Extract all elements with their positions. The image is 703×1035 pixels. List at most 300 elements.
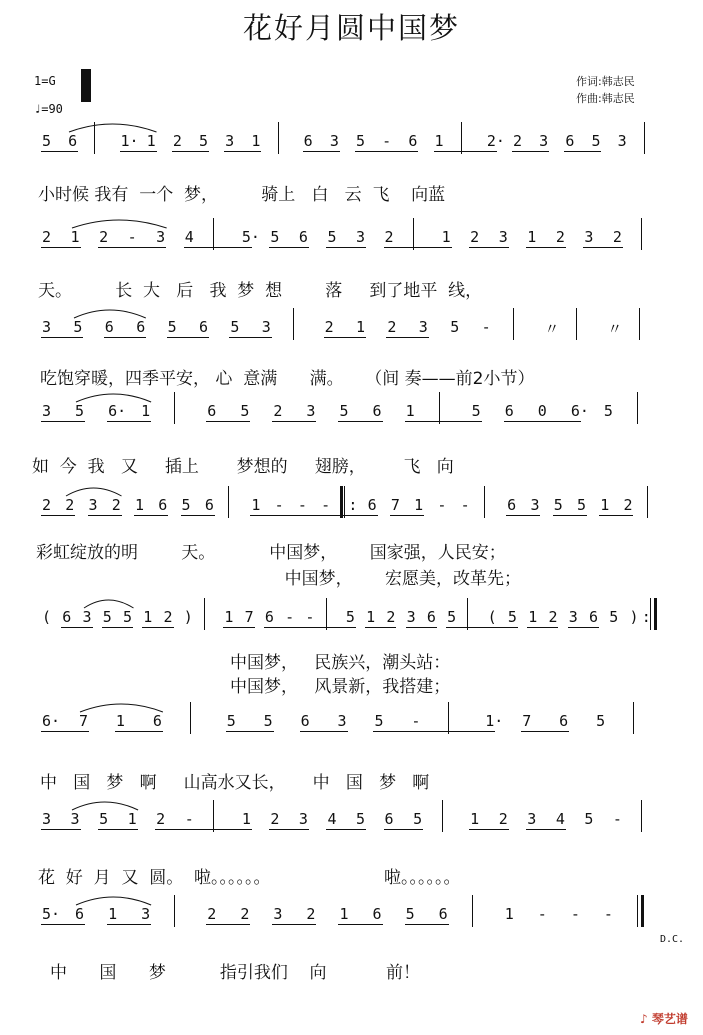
note: 1 — [339, 905, 349, 923]
note: 5 — [199, 132, 209, 150]
notation-symbol: - — [382, 132, 392, 150]
barline — [647, 486, 648, 518]
note: 1 — [441, 228, 451, 246]
note: 1 — [141, 402, 151, 420]
note: 3 — [273, 905, 283, 923]
lyric-line: 中 国 梦 指引我们 向 前！ — [50, 963, 420, 983]
notes-line — [0, 895, 703, 931]
notes-line — [0, 308, 703, 344]
beam-line — [104, 337, 146, 338]
note: 6 — [207, 402, 217, 420]
beam-line — [264, 627, 356, 628]
beam-line — [269, 829, 309, 830]
note: 7 — [244, 608, 254, 626]
barline — [639, 308, 640, 340]
lyric-line: 中 国 梦 啊 山高水又长， 中 国 梦 啊 — [40, 773, 430, 793]
barline — [461, 122, 462, 154]
beam-line — [365, 627, 396, 628]
note: 6 — [75, 905, 85, 923]
beam-line — [41, 337, 83, 338]
note: 3 — [498, 228, 508, 246]
beam-line — [384, 829, 424, 830]
note: 3 — [530, 496, 540, 514]
note: 6· — [570, 402, 589, 420]
barline — [576, 308, 577, 340]
barline — [213, 218, 214, 250]
note: 6 — [158, 496, 168, 514]
note: 5 — [181, 496, 191, 514]
note: 6 — [507, 496, 517, 514]
note: 4 — [327, 810, 337, 828]
beam-line — [324, 337, 366, 338]
barline — [633, 702, 634, 734]
note: 5 — [576, 496, 586, 514]
note: 3 — [225, 132, 235, 150]
notation-symbol: ) — [183, 608, 193, 626]
beam-line — [390, 515, 424, 516]
note: 5 — [609, 608, 619, 626]
barline — [278, 122, 279, 154]
note: 2· — [486, 132, 505, 150]
note: 3 — [156, 228, 166, 246]
note: 6· — [42, 712, 61, 730]
beam-line — [120, 151, 157, 152]
beam-line — [338, 924, 382, 925]
beam-line — [41, 731, 89, 732]
lyric-line: 花 好 月 又 圆。 啦。。。。。。 啦。。。。。。 — [38, 868, 461, 888]
note: 5 — [226, 712, 236, 730]
note: 6 — [372, 402, 382, 420]
credits — [576, 73, 635, 107]
note: 2 — [42, 228, 52, 246]
barline — [472, 895, 473, 927]
notation-symbol: 〃 — [544, 320, 560, 338]
note: 5 — [270, 228, 280, 246]
note: 5 — [413, 810, 423, 828]
slur-arc — [73, 306, 148, 320]
slur-arc — [71, 216, 169, 230]
beam-line — [269, 247, 309, 248]
barline — [484, 486, 485, 518]
note: 5 — [374, 712, 384, 730]
lyric-line: 吃饱穿暖，四季平安， 心 意满 满。 （间 奏——前2小节） — [40, 369, 535, 389]
barline — [637, 392, 638, 424]
notation-symbol: - — [603, 905, 613, 923]
note: 5 — [99, 810, 109, 828]
beam-line — [107, 924, 151, 925]
beam-line — [469, 247, 509, 248]
logo-text: 琴艺谱 — [651, 1012, 688, 1026]
beam-line — [98, 247, 166, 248]
song-title: 花好月圆中国梦 — [242, 11, 460, 45]
notation-symbol: - — [460, 496, 470, 514]
note: 1 — [434, 132, 444, 150]
note: 3 — [356, 228, 366, 246]
note: 5 — [102, 608, 112, 626]
barline — [641, 218, 642, 250]
lyric-line: 中国梦， 风景新，我搭建； — [230, 677, 451, 697]
note: 5 — [596, 712, 606, 730]
beam-line — [155, 829, 252, 830]
notes-line — [0, 392, 703, 428]
beam-line — [41, 924, 85, 925]
note: 6 — [367, 496, 377, 514]
note: 6 — [136, 318, 146, 336]
barline — [213, 800, 214, 832]
note: 1 — [127, 810, 137, 828]
slur-arc — [83, 596, 136, 610]
slur-arc — [65, 484, 124, 498]
notation-symbol: ( — [42, 608, 52, 626]
note: 3 — [82, 608, 92, 626]
note: 5 — [450, 318, 460, 336]
beam-line — [469, 829, 509, 830]
beam-line — [564, 151, 601, 152]
barline — [228, 486, 229, 518]
note: 3 — [527, 810, 537, 828]
note: 5 — [167, 318, 177, 336]
note: 5 — [471, 402, 481, 420]
note: 3 — [539, 132, 549, 150]
note: 5 — [345, 608, 355, 626]
beam-line — [405, 421, 482, 422]
barline — [637, 895, 638, 927]
note: 5 — [240, 402, 250, 420]
beam-line — [526, 829, 566, 830]
beam-line — [434, 151, 497, 152]
note: 3 — [141, 905, 151, 923]
note: 1 — [470, 810, 480, 828]
note: 5 — [356, 810, 366, 828]
beam-line — [98, 829, 138, 830]
beam-line — [184, 247, 252, 248]
note: 7 — [78, 712, 88, 730]
notation-symbol: ) — [629, 608, 639, 626]
note: 2 — [273, 402, 283, 420]
beam-line — [61, 627, 92, 628]
key-signature: 1=G — [34, 74, 56, 88]
note: 3 — [88, 496, 98, 514]
beam-line — [553, 515, 587, 516]
beam-line — [326, 247, 366, 248]
tempo-mark: ♩=90 — [34, 102, 63, 116]
notation-symbol: - — [570, 905, 580, 923]
slur-arc — [75, 390, 153, 404]
slur-arc — [68, 120, 159, 134]
note: 1 — [224, 608, 234, 626]
beam-line — [115, 731, 163, 732]
beam-line — [384, 247, 452, 248]
note: 6 — [264, 608, 274, 626]
slur-arc — [71, 798, 140, 812]
note: 5 — [327, 228, 337, 246]
beam-line — [250, 515, 377, 516]
barline-thick — [340, 486, 343, 518]
notes-line — [0, 702, 703, 738]
beam-line — [526, 247, 566, 248]
beam-line — [373, 731, 495, 732]
note: 3 — [418, 318, 428, 336]
note: 1· — [485, 712, 504, 730]
beam-line — [303, 151, 340, 152]
note: 6 — [68, 132, 78, 150]
note: 1 — [143, 608, 153, 626]
note: 6 — [426, 608, 436, 626]
lyric-line: 天。 长 大 后 我 梦 想 落 到了地平 线， — [38, 281, 483, 301]
beam-line — [446, 627, 518, 628]
note: 4 — [184, 228, 194, 246]
note: 6 — [303, 132, 313, 150]
notes-line — [0, 122, 703, 158]
barline — [413, 218, 414, 250]
beam-line — [134, 515, 168, 516]
note: 5 — [75, 402, 85, 420]
note: 6 — [565, 132, 575, 150]
note: 2 — [163, 608, 173, 626]
notation-symbol: - — [612, 810, 622, 828]
note: 3 — [329, 132, 339, 150]
watermark-logo — [640, 1010, 688, 1027]
note: 2 — [548, 608, 558, 626]
barline-thick — [641, 895, 644, 927]
note: 2 — [240, 905, 250, 923]
barline — [513, 308, 514, 340]
note: 6 — [438, 905, 448, 923]
note: 2 — [498, 810, 508, 828]
barline — [467, 598, 468, 630]
note: 5· — [241, 228, 260, 246]
barline — [174, 895, 175, 927]
beam-line — [181, 515, 215, 516]
repeat-dots: : — [348, 496, 358, 514]
beam-line — [206, 421, 250, 422]
barline — [641, 800, 642, 832]
beam-line — [41, 151, 78, 152]
note: 2 — [65, 496, 75, 514]
note: 1 — [504, 905, 514, 923]
beam-line — [599, 515, 633, 516]
logo-icon: ♪ — [640, 1012, 648, 1026]
barline — [326, 598, 327, 630]
note: 5 — [230, 318, 240, 336]
note: 3 — [617, 132, 627, 150]
beam-line — [355, 151, 418, 152]
note: 2 — [99, 228, 109, 246]
note: 1 — [527, 228, 537, 246]
note: 5 — [356, 132, 366, 150]
note: 1 — [241, 810, 251, 828]
note: 2 — [172, 132, 182, 150]
note: 5 — [263, 712, 273, 730]
beam-line — [326, 829, 366, 830]
notation-symbol: - — [184, 810, 194, 828]
note: 1 — [135, 496, 145, 514]
note: 2 — [555, 228, 565, 246]
beam-line — [512, 151, 549, 152]
note: 3 — [298, 810, 308, 828]
note: 5 — [42, 132, 52, 150]
beam-line — [206, 924, 250, 925]
beam-line — [506, 515, 540, 516]
note: 4 — [555, 810, 565, 828]
note: 2 — [513, 132, 523, 150]
note: 5 — [591, 132, 601, 150]
beam-line — [229, 337, 271, 338]
beam-line — [88, 515, 122, 516]
note: 2 — [384, 228, 394, 246]
note: 3 — [42, 810, 52, 828]
note: 1 — [115, 712, 125, 730]
note: 3 — [306, 402, 316, 420]
beam-line — [226, 731, 274, 732]
note: 5 — [339, 402, 349, 420]
note: 2 — [156, 810, 166, 828]
note: 1 — [146, 132, 156, 150]
note: 1 — [251, 496, 261, 514]
notation-symbol: 〃 — [607, 320, 623, 338]
dc-mark: D.C. — [660, 934, 685, 945]
note: 6 — [204, 496, 214, 514]
notation-symbol: - — [411, 712, 421, 730]
note: 2 — [387, 318, 397, 336]
note: 3 — [568, 608, 578, 626]
notation-symbol: - — [285, 608, 295, 626]
note: 5 — [507, 608, 517, 626]
note: 6· — [108, 402, 127, 420]
note: 1 — [405, 402, 415, 420]
note: 2 — [612, 228, 622, 246]
beam-line — [406, 627, 437, 628]
lyric-line: 小时候 我有 一个 梦， 骑上 白 云 飞 向蓝 — [38, 185, 446, 205]
note: 2 — [386, 608, 396, 626]
time-signature — [81, 68, 88, 94]
note: 1 — [251, 132, 261, 150]
beam-line — [107, 421, 151, 422]
notation-symbol: - — [481, 318, 491, 336]
note: 6 — [504, 402, 514, 420]
note: 6 — [372, 905, 382, 923]
note: 6 — [384, 810, 394, 828]
notes-line — [0, 486, 703, 522]
slur-arc — [75, 893, 153, 907]
notes-line — [0, 218, 703, 254]
note: 5 — [123, 608, 133, 626]
beam-line — [172, 151, 209, 152]
beam-line — [568, 627, 599, 628]
note: 6 — [199, 318, 209, 336]
note: 2 — [470, 228, 480, 246]
note: 2 — [42, 496, 52, 514]
note: 1 — [528, 608, 538, 626]
beam-line — [41, 421, 85, 422]
barline — [439, 392, 440, 424]
note: 6 — [588, 608, 598, 626]
note: 3 — [42, 402, 52, 420]
lyric-line: 彩虹绽放的明 天。 中国梦， 国家强，人民安； — [36, 543, 506, 563]
barline — [644, 122, 645, 154]
note: 1 — [108, 905, 118, 923]
note: 2 — [324, 318, 334, 336]
barline — [190, 702, 191, 734]
note: 5 — [584, 810, 594, 828]
notation-symbol: - — [537, 905, 547, 923]
beam-line — [41, 247, 81, 248]
notation-symbol: - — [437, 496, 447, 514]
note: 0 — [537, 402, 547, 420]
note: 6 — [152, 712, 162, 730]
barline-thick — [654, 598, 657, 630]
beam-line — [41, 829, 81, 830]
notation-symbol: - — [297, 496, 307, 514]
note: 6 — [408, 132, 418, 150]
note: 3 — [261, 318, 271, 336]
slur-arc — [79, 700, 165, 714]
beam-line — [527, 627, 558, 628]
note: 1 — [600, 496, 610, 514]
note: 6 — [559, 712, 569, 730]
note: 1 — [366, 608, 376, 626]
note: 5 — [73, 318, 83, 336]
note: 6 — [300, 712, 310, 730]
note: 3 — [70, 810, 80, 828]
barline — [204, 598, 205, 630]
note: 1 — [356, 318, 366, 336]
note: 6 — [104, 318, 114, 336]
note: 7 — [522, 712, 532, 730]
lyric-line: 如 今 我 又 插上 梦想的 翅膀， 飞 向 — [32, 457, 454, 477]
barline — [174, 392, 175, 424]
beam-line — [405, 924, 449, 925]
notation-symbol: - — [127, 228, 137, 246]
notes-line — [0, 598, 703, 634]
notation-symbol: ( — [487, 608, 497, 626]
note: 1· — [120, 132, 139, 150]
note: 3 — [584, 228, 594, 246]
note: 1 — [414, 496, 424, 514]
note: 5 — [603, 402, 613, 420]
beam-line — [521, 731, 569, 732]
beam-line — [338, 421, 382, 422]
notation-symbol: - — [305, 608, 315, 626]
repeat-dots: : — [641, 608, 651, 626]
barline — [442, 800, 443, 832]
barline — [293, 308, 294, 340]
note: 6 — [62, 608, 72, 626]
lyric-line: 中国梦， 民族兴，潮头站： — [230, 653, 451, 673]
note: 2 — [207, 905, 217, 923]
beam-line — [224, 151, 261, 152]
notes-line — [0, 800, 703, 836]
beam-line — [272, 924, 316, 925]
beam-line — [41, 515, 75, 516]
beam-line — [386, 337, 428, 338]
lyric-line: 中国梦， 宏愿美，改革先； — [36, 569, 521, 589]
lyricist-credit: 作词:韩志民 — [576, 75, 635, 88]
barline — [344, 486, 345, 518]
beam-line — [300, 731, 348, 732]
beam-line — [504, 421, 581, 422]
note: 6 — [298, 228, 308, 246]
note: 2 — [306, 905, 316, 923]
note: 2 — [270, 810, 280, 828]
beam-line — [102, 627, 133, 628]
barline — [448, 702, 449, 734]
beam-line — [583, 247, 623, 248]
note: 3 — [337, 712, 347, 730]
note: 2 — [623, 496, 633, 514]
note: 2 — [111, 496, 121, 514]
beam-line — [167, 337, 209, 338]
